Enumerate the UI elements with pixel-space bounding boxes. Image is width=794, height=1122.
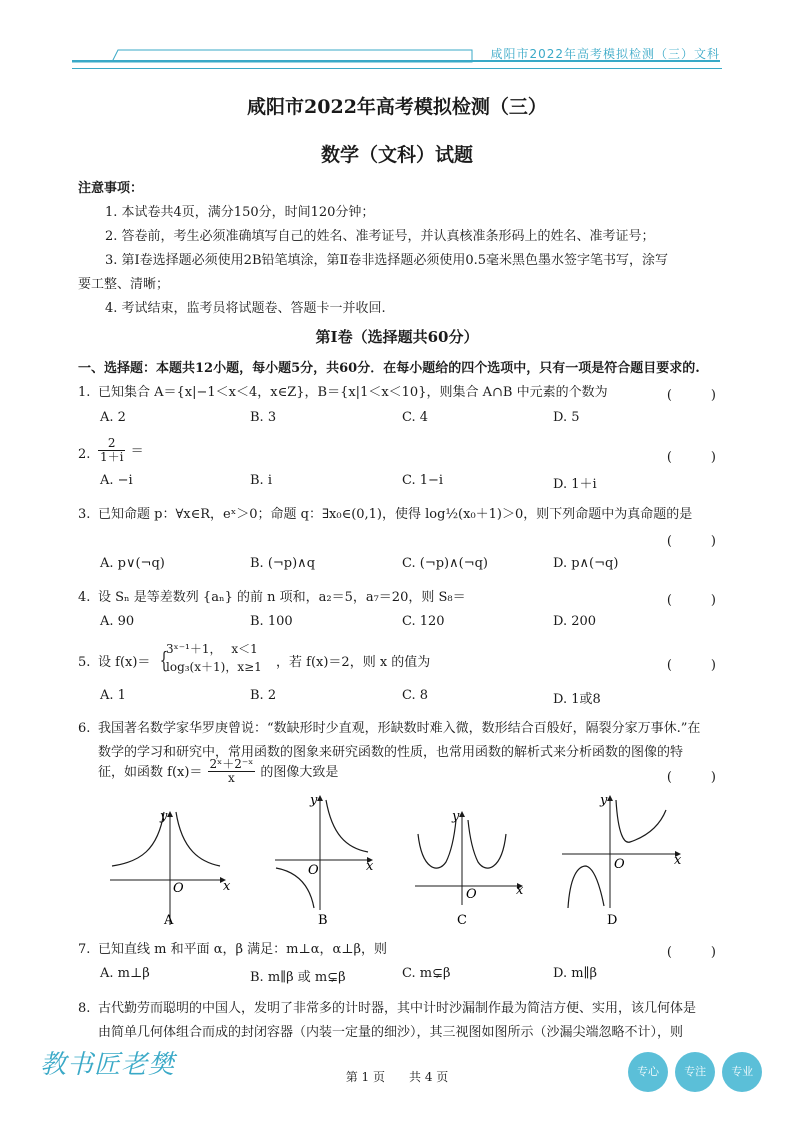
graph-d-origin: O — [614, 857, 625, 872]
q2-option-c: C. 1−i — [402, 473, 444, 488]
graph-d-y: y — [600, 793, 608, 808]
q1-option-b: B. 3 — [250, 410, 277, 425]
graph-c-x: x — [516, 883, 524, 898]
q3-stem: 已知命题 p：∀x∈R，eˣ＞0；命题 q：∃x₀∈(0,1)，使得 log½(x₀＋1)＞0，则下列命题中为真命题的是 — [98, 507, 693, 522]
notice-item: 4. 考试结束，监考员将试题卷、答题卡一并收回. — [105, 301, 386, 316]
q7-number: 7. — [78, 942, 91, 957]
answer-paren: ( ) — [666, 388, 716, 403]
q1-option-a: A. 2 — [100, 410, 126, 425]
q4-option-a: A. 90 — [100, 614, 135, 629]
q4-option-b: B. 100 — [250, 614, 293, 629]
q6-line-3: 征，如函数 f(x)＝ $\frac{\text{2ˣ＋2⁻ˣ}}{x}$ 的图像大致是 — [98, 757, 339, 785]
badge-professional: 专业 — [722, 1052, 762, 1092]
graph-a-origin: O — [173, 881, 184, 896]
graph-a-label: A — [164, 913, 174, 928]
q7-stem: 已知直线 m 和平面 α，β 满足：m⊥α，α⊥β，则 — [98, 942, 388, 957]
answer-paren: ( ) — [666, 534, 716, 549]
graph-b-origin: O — [308, 863, 319, 878]
graph-a-x: x — [223, 879, 231, 894]
q6-fraction: $\frac{\text{2ˣ＋2⁻ˣ}}{x}$ — [209, 757, 254, 785]
answer-paren: ( ) — [666, 593, 716, 608]
q2-number: 2. — [78, 447, 91, 462]
q5-stem-post: ，若 f(x)＝2，则 x 的值为 — [276, 655, 431, 670]
q3-option-b: B. (¬p)∧q — [250, 556, 316, 571]
q5-cases — [166, 640, 262, 676]
graph-d — [562, 796, 680, 908]
graph-c-label: C — [457, 913, 467, 928]
q5-brace: { — [159, 649, 169, 674]
q4-number: 4. — [78, 590, 91, 605]
answer-paren: ( ) — [666, 450, 716, 465]
q4-stem: 设 Sₙ 是等差数列 {aₙ} 的前 n 项和，a₂＝5，a₇＝20，则 S₈＝ — [98, 590, 466, 605]
graph-a — [110, 812, 225, 925]
q5-option-a: A. 1 — [100, 688, 126, 703]
q5-number: 5. — [78, 655, 91, 670]
q4-option-d: D. 200 — [553, 614, 597, 629]
notice-item: 1. 本试卷共4页，满分150分，时间120分钟； — [105, 205, 375, 220]
q1-option-c: C. 4 — [402, 410, 429, 425]
section-intro: 一、选择题：本题共12小题，每小题5分，共60分．在每小题给的四个选项中，只有一项是符合题目要求的. — [78, 361, 700, 376]
q6-graphs — [100, 790, 720, 930]
q6-line-2: 数学的学习和研究中，常用函数的图象来研究函数的性质，也常用函数的解析式来分析函数的图像的特 — [98, 745, 684, 760]
q1-stem: 已知集合 A＝{x|−1＜x＜4，x∈Z}，B＝{x|1＜x＜10}，则集合 A∩B 中元素的个数为 — [98, 385, 608, 400]
graph-b-label: B — [318, 913, 328, 928]
q3-option-c: C. (¬p)∧(¬q) — [402, 556, 488, 571]
graph-c-origin: O — [466, 887, 477, 902]
q6-line-1: 我国著名数学家华罗庚曾说：“数缺形时少直观，形缺数时难入微，数形结合百般好，隔裂分家万事休.”在 — [98, 721, 701, 736]
q8-line-1: 古代勤劳而聪明的中国人，发明了非常多的计时器，其中计时沙漏制作最为简洁方便、实用，该几何体是 — [98, 1001, 697, 1016]
q7-option-a: A. m⊥β — [100, 966, 150, 981]
graph-a-y: y — [160, 809, 168, 824]
header-title: 咸阳市2022年高考模拟检测（三）文科 — [490, 47, 720, 61]
notice-heading: 注意事项： — [78, 181, 144, 196]
header-divider — [72, 68, 722, 69]
q5-option-b: B. 2 — [250, 688, 277, 703]
graph-d-x: x — [674, 853, 682, 868]
q5-case-2: log₃(x＋1)，x≥1 — [166, 660, 262, 674]
graph-d-label: D — [607, 913, 618, 928]
badge-focus: 专注 — [675, 1052, 715, 1092]
graph-c-y: y — [452, 809, 460, 824]
graph-b-x: x — [366, 859, 374, 874]
exam-subtitle: 数学（文科）试题 — [320, 144, 473, 166]
answer-paren: ( ) — [666, 770, 716, 785]
q7-option-c: C. m⊊β — [402, 966, 451, 981]
q1-option-d: D. 5 — [553, 410, 580, 425]
q2-option-b: B. i — [250, 473, 272, 488]
q2-fraction: $\frac{2}{1+i}$ — [100, 436, 124, 464]
page-number: 第 1 页 共 4 页 — [345, 1070, 449, 1084]
q5-stem-pre: 设 f(x)＝ — [98, 655, 151, 670]
badge-focus-heart: 专心 — [628, 1052, 668, 1092]
q7-option-d: D. m∥β — [553, 966, 598, 981]
notice-item: 2. 答卷前，考生必须准确填写自己的姓名、准考证号，并认真核准条形码上的姓名、准考证号； — [105, 229, 655, 244]
q2-stem: $\frac{2}{1+i}$ ＝ — [100, 436, 144, 464]
q6-number: 6. — [78, 721, 91, 736]
q3-option-a: A. p∨(¬q) — [100, 556, 165, 571]
answer-paren: ( ) — [666, 658, 716, 673]
section-title: 第Ⅰ卷（选择题共60分） — [315, 328, 479, 346]
answer-paren: ( ) — [666, 945, 716, 960]
q8-number: 8. — [78, 1001, 91, 1016]
notice-item: 3. 第Ⅰ卷选择题必须使用2B铅笔填涂，第Ⅱ卷非选择题必须使用0.5毫米黑色墨水签字笔书写，涂写 — [105, 253, 669, 268]
q5-case-1: 3ˣ⁻¹＋1， x＜1 — [166, 642, 258, 656]
logo-text: 教书匠老樊 — [40, 1050, 176, 1080]
q5-option-d: D. 1或8 — [553, 692, 601, 707]
q1-number: 1. — [78, 385, 91, 400]
graph-b — [275, 796, 372, 910]
q4-option-c: C. 120 — [402, 614, 445, 629]
q8-line-2: 由简单几何体组合而成的封闭容器（内装一定量的细沙），其三视图如图所示（沙漏尖端忽略不计），则 — [98, 1025, 684, 1040]
q2-option-a: A. −i — [100, 473, 133, 488]
notice-item: 要工整、清晰； — [78, 277, 170, 292]
q3-option-d: D. p∧(¬q) — [553, 556, 619, 571]
q5-option-c: C. 8 — [402, 688, 429, 703]
badge-group — [628, 1052, 764, 1092]
exam-title: 咸阳市2022年高考模拟检测（三） — [247, 96, 547, 118]
q2-option-d: D. 1＋i — [553, 477, 597, 492]
graph-b-y: y — [310, 793, 318, 808]
q7-option-b: B. m∥β 或 m⊊β — [250, 970, 346, 985]
q3-number: 3. — [78, 507, 91, 522]
